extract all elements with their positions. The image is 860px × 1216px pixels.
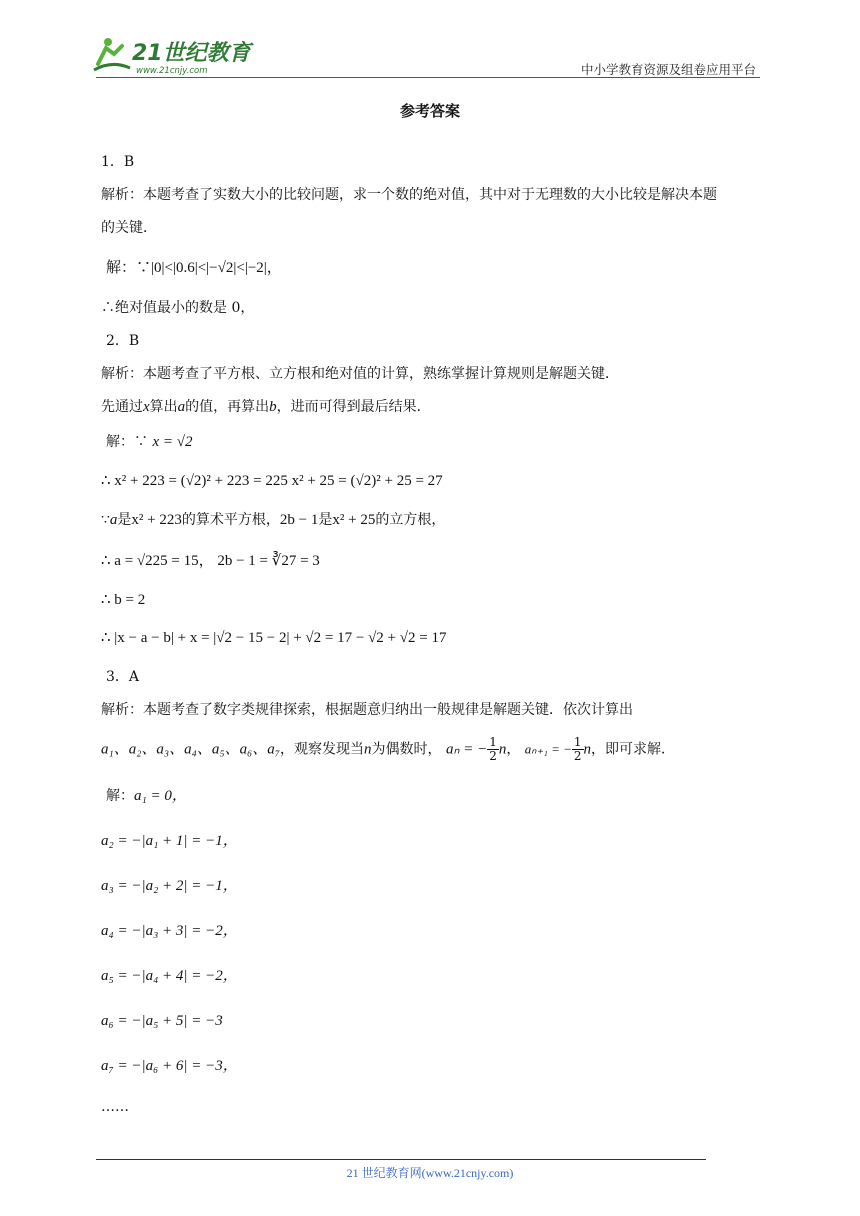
q2-step5: ∴ |x − a − b| + x = |√2 − 15 − 2| + √2 = 17 − √2 + √2 = 17 (101, 630, 447, 646)
q1-analysis-line1: 解析：本题考查了实数大小的比较问题，求一个数的绝对值，其中对于无理数的大小比较是解决本题 (101, 187, 717, 203)
q3-line-a6: a₆ = −|a₅ + 5| = −3 (101, 1013, 223, 1029)
q3-line-a4: a₄ = −|a₃ + 3| = −2， (101, 923, 238, 939)
q3-line-a2: a₂ = −|a₁ + 1| = −1， (101, 833, 238, 849)
q3-line-a7: a₇ = −|a₆ + 6| = −3， (101, 1058, 238, 1074)
q2-step2: ∵a是x² + 223的算术平方根，2b − 1是x² + 25的立方根， (101, 512, 446, 528)
footer-divider (96, 1159, 706, 1160)
q2-hint: 先通过x算出a的值，再算出b，进而可得到最后结果． (101, 399, 431, 415)
q3-solve: 解：a₁ = 0， (106, 788, 187, 804)
site-logo (92, 34, 262, 76)
q2-analysis: 解析：本题考查了平方根、立方根和绝对值的计算，熟练掌握计算规则是解题关键． (101, 366, 619, 382)
q3-answer: 3．A (106, 669, 140, 685)
q3-ellipsis: …… (101, 1099, 129, 1115)
q3-line-a3: a₃ = −|a₂ + 2| = −1， (101, 878, 238, 894)
q1-conclusion: ∴绝对值最小的数是 0， (101, 300, 255, 316)
page-title: 参考答案 (399, 102, 460, 120)
fraction-one-half: $\frac{1}{2}$ (489, 735, 497, 763)
q2-step3: ∴ a = √225 = 15， 2b − 1 = ∛27 = 3 (101, 553, 320, 569)
q2-step1: ∴ x² + 223 = (√2)² + 223 = 225 x² + 25 = (√2)² + 25 = 27 (101, 473, 443, 489)
q2-answer: 2．B (106, 333, 140, 349)
platform-name: 中小学教育资源及组卷应用平台 (580, 62, 756, 77)
q3-analysis-line2: a₁、a₂、a₃、a₄、a₅、a₆、a₇，观察发现当n为偶数时， aₙ = − $\frac{1}{2}$ n， aₙ₊₁ = − $\frac{1}{2}$ n，即可求解． (101, 735, 676, 763)
q2-solve-given: 解：∵ x = √2 (106, 434, 193, 450)
header-divider (96, 77, 760, 78)
footer-link[interactable]: 21 世纪教育网(www.21cnjy.com) (346, 1166, 514, 1180)
q3-analysis-line1: 解析：本题考查了数字类规律探索，根据题意归纳出一般规律是解题关键．依次计算出 (101, 702, 633, 718)
q1-answer: 1．B (101, 154, 135, 170)
q1-solution: 解：∵|0|<|0.6|<|−√2|<|−2|， (106, 260, 282, 276)
fraction-one-half-2: $\frac{1}{2}$ (573, 735, 582, 763)
q3-line-a5: a₅ = −|a₄ + 4| = −2， (101, 968, 238, 984)
q2-step4: ∴ b = 2 (101, 592, 146, 608)
q1-analysis-line2: 的关键． (101, 220, 157, 236)
logo-text: 21世纪教育 (132, 41, 251, 66)
logo-url: www.21cnjy.com (136, 66, 208, 76)
